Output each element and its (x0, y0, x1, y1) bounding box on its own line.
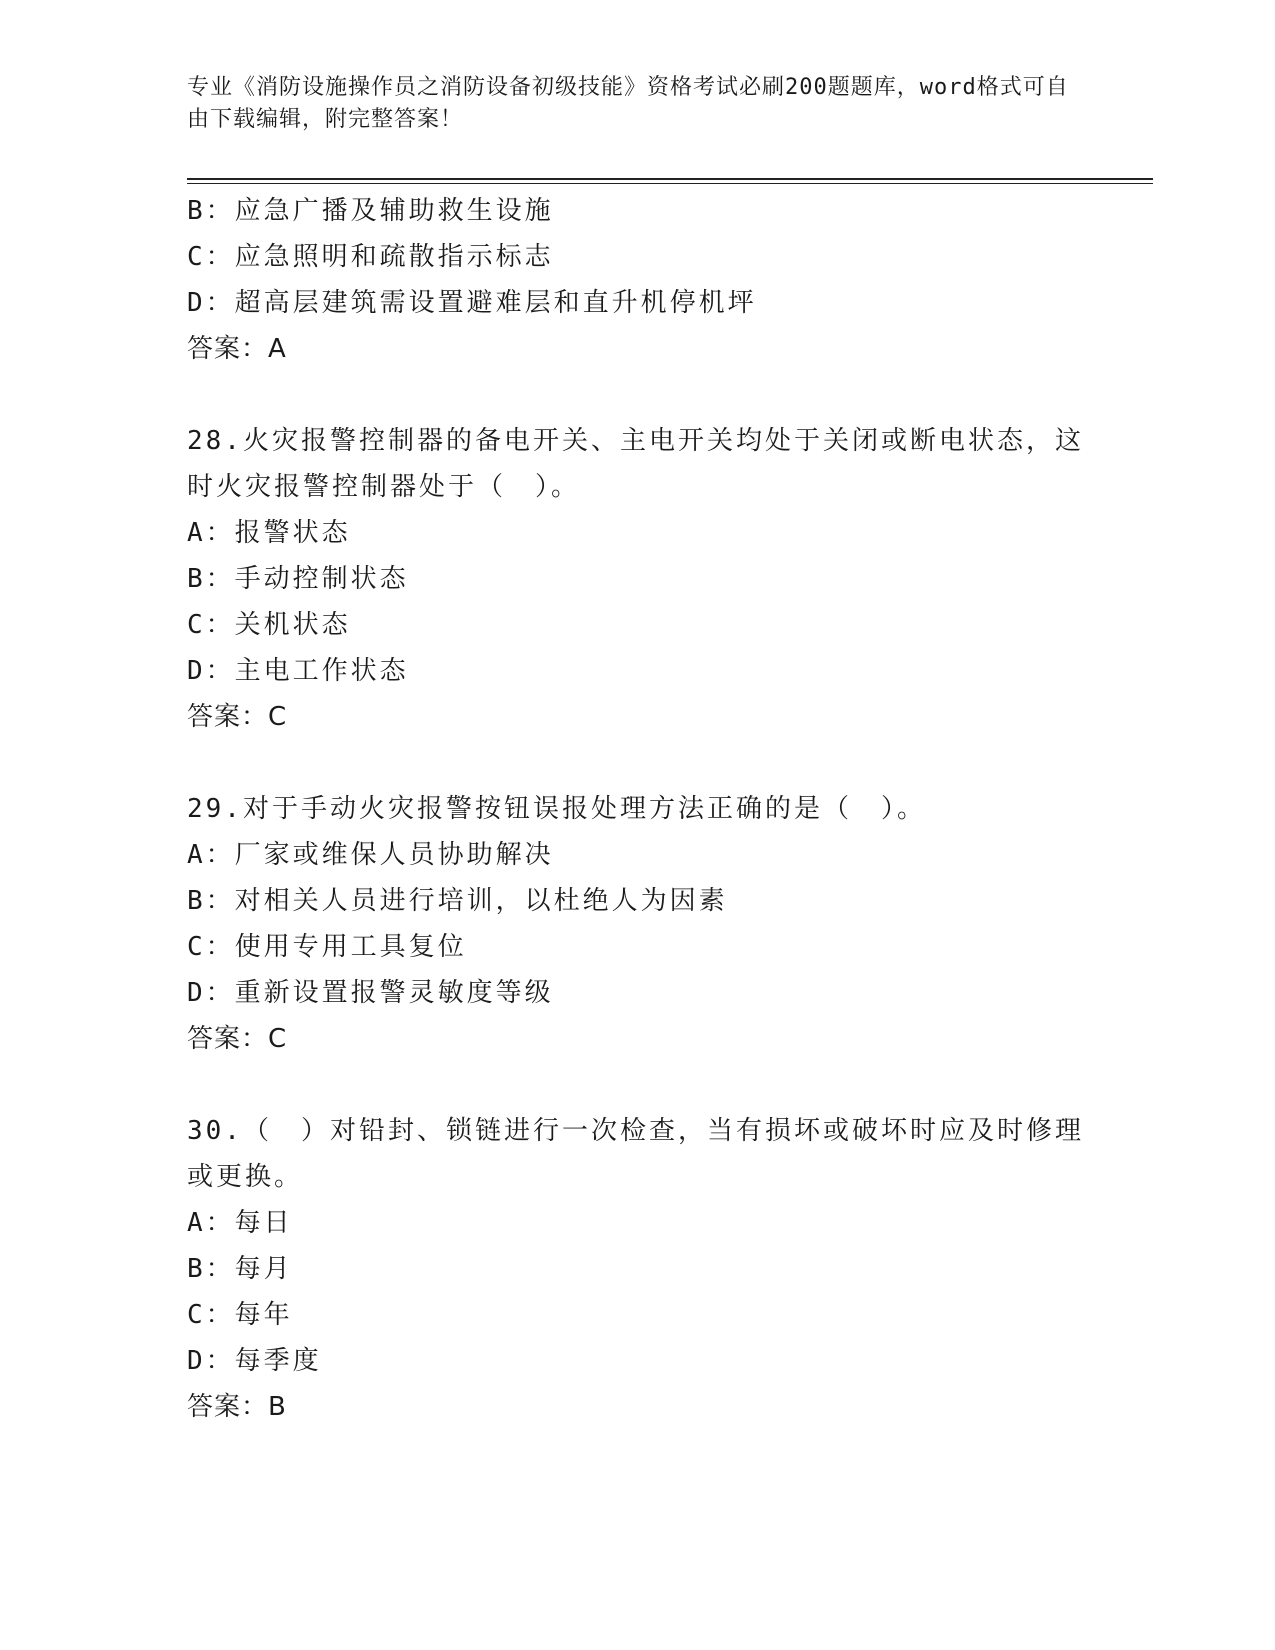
option-c: C：关机状态 (187, 610, 351, 640)
option-d: D：主电工作状态 (187, 656, 409, 686)
header-title: 专业《消防设施操作员之消防设备初级技能》资格考试必刷200题题库，word格式可自由下载编辑，附完整答案！ (187, 75, 1069, 132)
document-header (187, 72, 1087, 136)
question-27 (187, 188, 1087, 372)
option-c: C：应急照明和疏散指示标志 (187, 242, 554, 272)
question-29 (187, 786, 1087, 1062)
question-list (187, 188, 1087, 1430)
question-stem-line: 30.（ ）对铅封、锁链进行一次检查，当有损坏或破坏时应及时修理 (187, 1116, 1084, 1146)
spacer (187, 740, 1087, 786)
option-b: B：对相关人员进行培训，以杜绝人为因素 (187, 886, 728, 916)
option-b: B：每月 (187, 1254, 293, 1284)
option-d: D：重新设置报警灵敏度等级 (187, 978, 554, 1008)
answer-line: 答案：B (187, 1392, 287, 1422)
answer-line: 答案：C (187, 1024, 288, 1054)
option-a: A：厂家或维保人员协助解决 (187, 840, 554, 870)
spacer (187, 1062, 1087, 1108)
option-c: C：每年 (187, 1300, 293, 1330)
spacer (187, 372, 1087, 418)
option-b: B：手动控制状态 (187, 564, 409, 594)
answer-line: 答案：A (187, 334, 287, 364)
option-d: D：超高层建筑需设置避难层和直升机停机坪 (187, 288, 757, 318)
header-divider-thick (187, 178, 1153, 180)
option-c: C：使用专用工具复位 (187, 932, 467, 962)
option-d: D：每季度 (187, 1346, 322, 1376)
question-30 (187, 1108, 1087, 1430)
question-28 (187, 418, 1087, 740)
question-stem-line: 或更换。 (187, 1162, 304, 1192)
option-b: B：应急广播及辅助救生设施 (187, 196, 554, 226)
question-stem-line: 28.火灾报警控制器的备电开关、主电开关均处于关闭或断电状态，这 (187, 426, 1084, 456)
option-a: A：每日 (187, 1208, 293, 1238)
answer-line: 答案：C (187, 702, 288, 732)
option-a: A：报警状态 (187, 518, 351, 548)
question-stem-line: 时火灾报警控制器处于（ ）。 (187, 472, 581, 502)
header-divider-thin (187, 183, 1153, 184)
question-stem-line: 29.对于手动火灾报警按钮误报处理方法正确的是（ ）。 (187, 794, 926, 824)
